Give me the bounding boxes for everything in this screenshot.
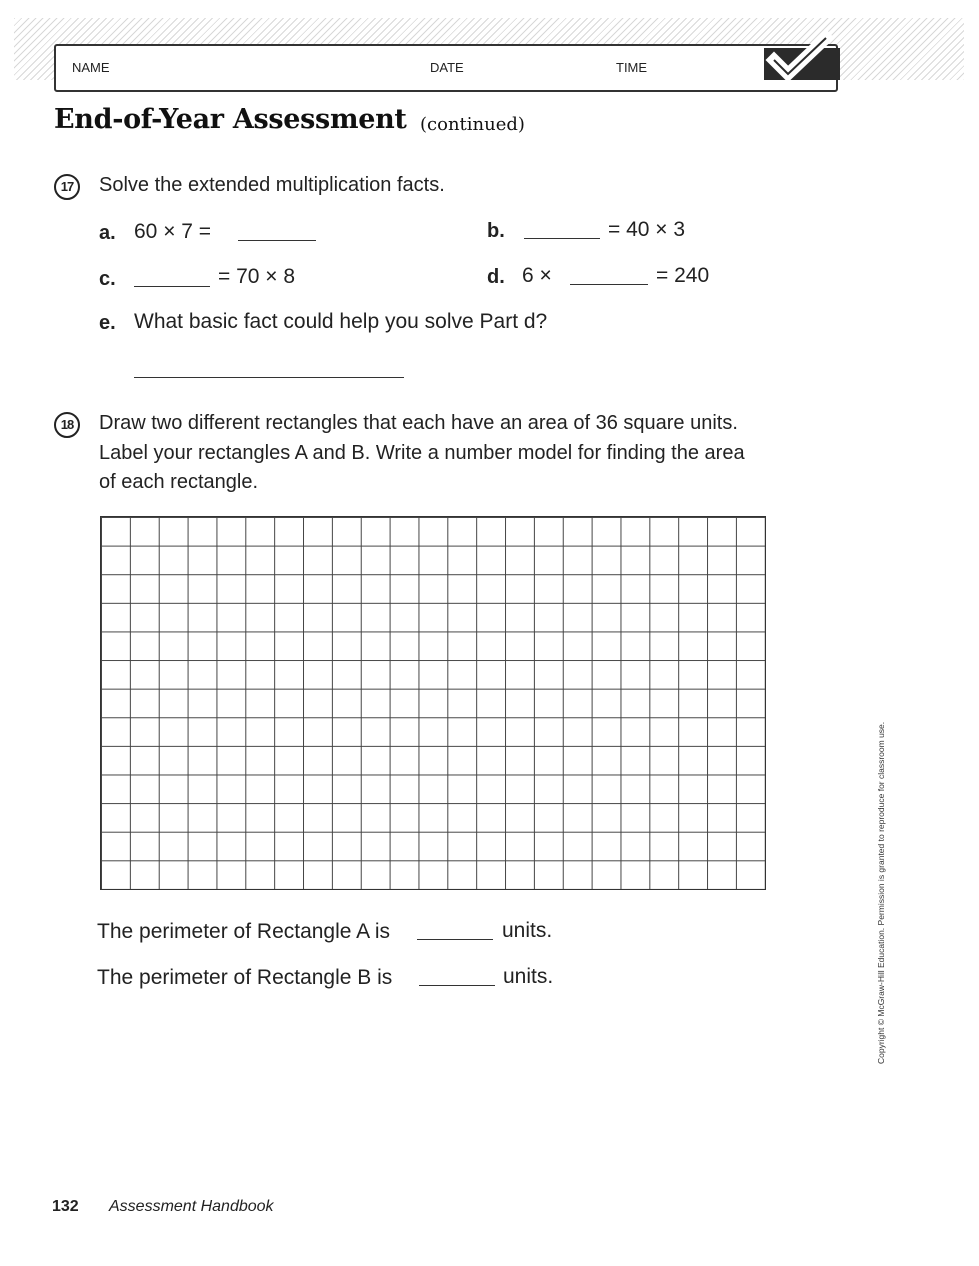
q17a-answer-blank[interactable] — [238, 240, 316, 241]
name-label: NAME — [72, 60, 110, 75]
perimeter-a-units: units. — [502, 919, 553, 942]
perimeter-b-units: units. — [503, 965, 554, 988]
q17b-expression: = 40 × 3 — [608, 218, 686, 241]
square-unit-grid[interactable] — [100, 516, 766, 890]
question-18-prompt-line-3: of each rectangle. — [99, 471, 258, 493]
q17d-right-expression: = 240 — [656, 264, 710, 287]
perimeter-b-answer-blank[interactable] — [419, 985, 495, 986]
question-18-prompt-line-1: Draw two different rectangles that each have an area of 36 square units. — [99, 412, 738, 434]
book-title: Assessment Handbook — [109, 1198, 274, 1215]
q17d-left-expression: 6 × — [522, 264, 552, 287]
q17e-question: What basic fact could help you solve Part d? — [134, 310, 548, 333]
assessment-check-icon — [764, 48, 840, 80]
q17e-label: e. — [99, 312, 116, 334]
q17b-label: b. — [487, 220, 505, 242]
copyright-notice: Copyright © McGraw-Hill Education. Permission is granted to reproduce for classroom use. — [876, 721, 886, 1064]
q17c-expression: = 70 × 8 — [218, 265, 296, 288]
question-17-number: 17 — [54, 174, 80, 200]
time-label: TIME — [616, 60, 648, 75]
q17c-answer-blank[interactable] — [134, 286, 210, 287]
q17a-expression: 60 × 7 = — [134, 220, 212, 243]
q17a-label: a. — [99, 222, 116, 244]
perimeter-a-text: The perimeter of Rectangle A is — [97, 920, 390, 943]
question-18-prompt-line-2: Label your rectangles A and B. Write a number model for finding the area — [99, 442, 745, 464]
q17e-answer-blank[interactable] — [134, 377, 404, 378]
page-number: 132 — [52, 1198, 79, 1215]
q17d-label: d. — [487, 266, 505, 288]
perimeter-b-text: The perimeter of Rectangle B is — [97, 966, 393, 989]
q17d-answer-blank[interactable] — [570, 284, 648, 285]
q17b-answer-blank[interactable] — [524, 238, 600, 239]
date-label: DATE — [430, 60, 464, 75]
question-17-prompt: Solve the extended multiplication facts. — [99, 174, 445, 196]
page-title: End-of-Year Assessment — [54, 104, 407, 135]
q17c-label: c. — [99, 268, 116, 290]
perimeter-a-answer-blank[interactable] — [417, 939, 493, 940]
page-title-continued: (continued) — [420, 114, 525, 135]
question-18-number: 18 — [54, 412, 80, 438]
